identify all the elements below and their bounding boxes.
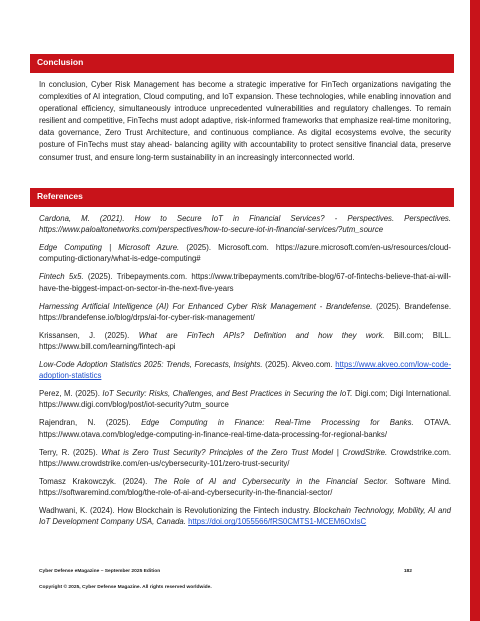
page-edge-bar [470, 0, 480, 621]
page-number: 182 [403, 569, 412, 574]
footer-edition-row [39, 569, 451, 574]
reference-item: Edge Computing | Microsoft Azure. (2025). Microsoft.com. https://azure.microsoft.com/en-us/resources/cloud-computing-dictionary/what-is-edge-computing# [39, 243, 451, 264]
reference-item: Low-Code Adoption Statistics 2025: Trends, Forecasts, Insights. (2025). Akveo.com. https://www.akveo.com/low-code-adoption-statistics [39, 360, 451, 381]
reference-item: Terry, R. (2025). What is Zero Trust Security? Principles of the Zero Trust Model | CrowdStrike. Crowdstrike.com. https://www.crowdstrike.com/en-us/cybersecurity-101/zero-trust-security/ [39, 447, 452, 468]
reference-item: Cardona, M. (2021). How to Secure IoT in Financial Services? - Perspectives. Perspectives. https://www.paloaltonetworks.com/perspectives/how-to-secure-iot-in-financial-services/?utm_source [39, 214, 451, 235]
reference-item: Harnessing Artificial Intelligence (AI) For Enhanced Cyber Risk Management - Brandefense. (2025). Brandefense. https://brandefense.io/blog/drps/ai-for-cyber-risk-management/ [39, 301, 451, 322]
references-heading-band [30, 188, 454, 207]
reference-item: Krissansen, J. (2025). What are FinTech APIs? Definition and how they work. Bill.com; BILL. https://www.bill.com/learning/fintech-api [39, 330, 451, 352]
conclusion-heading: Conclusion [37, 57, 84, 67]
reference-link[interactable]: https://www.akveo.com/low-code-adoption-statistics [39, 360, 451, 381]
footer-edition: Cyber Defense eMagazine – September 2025 Edition [39, 569, 161, 574]
reference-item: Fintech 5x5. (2025). Tribepayments.com. https://www.tribepayments.com/tribe-blog/67-of-fintechs-believe-that-ai-will-have-the-biggest-impact-on-sector-in-the-next-five-years [39, 272, 451, 293]
conclusion-paragraph: In conclusion, Cyber Risk Management has become a strategic imperative for FinTech organizations navigating the complexities of AI integration, Cloud computing, and IoT expansion. These technologies, while enabling innovation and operational efficiency, simultaneously introduce unprecedented vulnerabilities and regulatory challenges. To remain resilient and competitive, FinTechs must adopt adaptive, risk-informed frameworks that emphasize real-time monitoring, data governance, Zero Trust Architecture, and continuous compliance. As digital ecosystems evolve, the security posture of FinTechs must stay ahead- balancing agility with accountability to protect sensitive financial data, preserve consumer trust, and ensure long-term sustainability in an increasingly interconnected world. [39, 80, 451, 162]
reference-item: Wadhwani, K. (2024). How Blockchain is Revolutionizing the Fintech industry. Blockchain Technology, Mobility, AI and IoT Development Company USA, Canada. https://doi.org/1055566/fRS0CMTS1-MCEM6OxIsC [39, 506, 451, 527]
reference-item: Rajendran, N. (2025). Edge Computing in Finance: Real-Time Processing for Banks. OTAVA. https://www.otava.com/blog/edge-computing-in-finance-real-time-data-processing-for-regional-banks/ [39, 418, 451, 439]
conclusion-heading-band [30, 54, 454, 73]
references-heading: References [37, 191, 83, 201]
reference-link[interactable]: https://doi.org/1055566/fRS0CMTS1-MCEM6OxIsC [188, 517, 367, 527]
reference-item: Tomasz Krakowczyk. (2024). The Role of AI and Cybersecurity in the Financial Sector. Software Mind. https://softwaremind.com/blog/the-role-of-ai-and-cybersecurity-in-the-financial-sector/ [39, 476, 451, 498]
footer-copyright-row [39, 585, 451, 590]
reference-item: Perez, M. (2025). IoT Security: Risks, Challenges, and Best Practices in Securing the IoT. Digi.com; Digi International. https://www.digi.com/blog/post/iot-security?utm_source [39, 389, 451, 410]
references-list [39, 213, 451, 534]
footer-copyright: Copyright © 2025, Cyber Defense Magazine. All rights reserved worldwide. [39, 585, 212, 590]
